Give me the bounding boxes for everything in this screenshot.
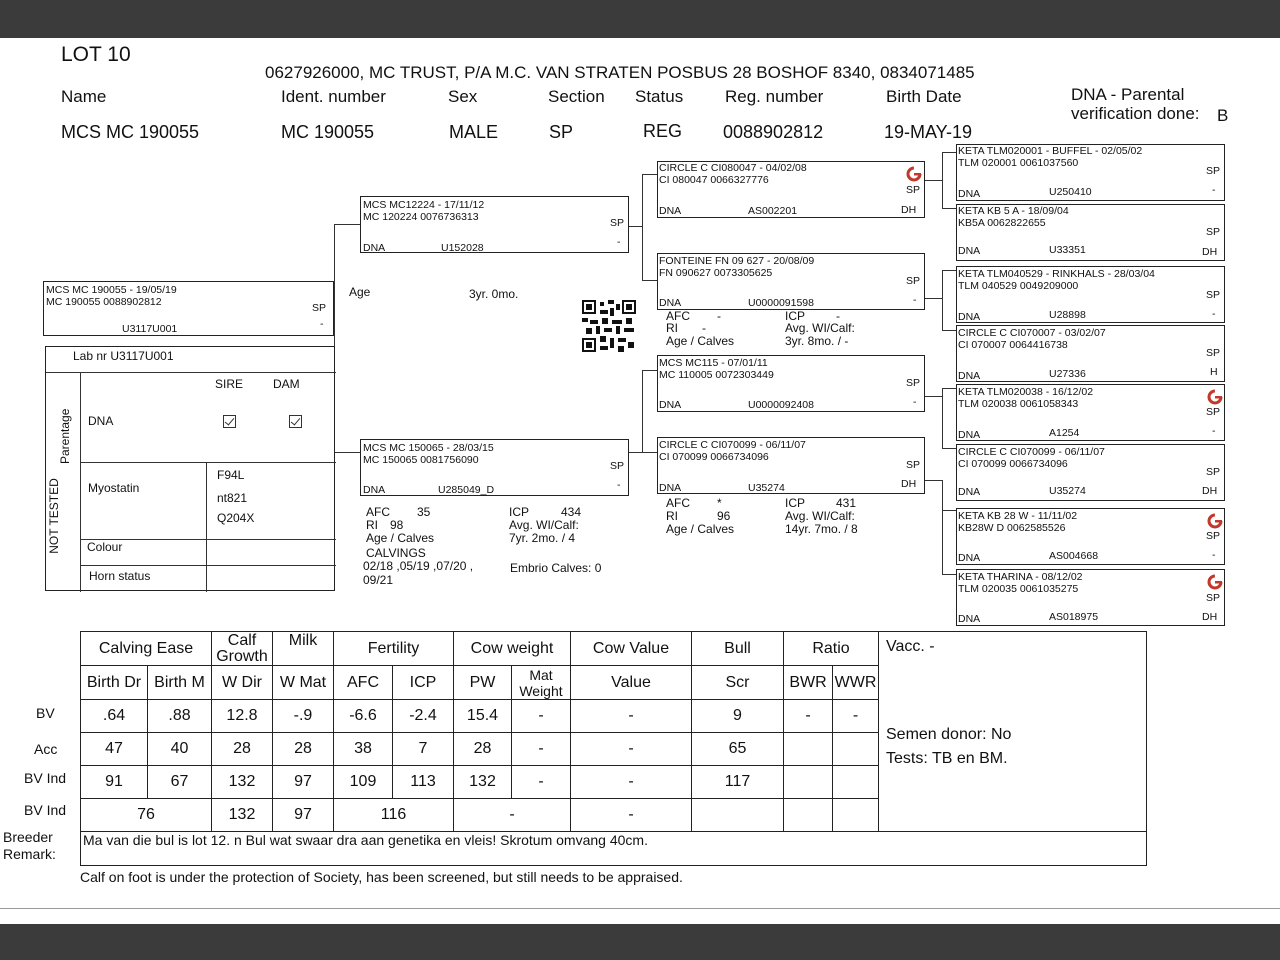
breed-logo-icon	[1207, 513, 1223, 529]
ident-number: MC 190055	[281, 122, 375, 142]
pedigree-line	[942, 510, 956, 511]
ggp-dash: DH	[1202, 246, 1218, 258]
pedigree-line	[642, 174, 643, 280]
check-icon	[223, 415, 236, 428]
bv-ind-cell: 132	[454, 766, 512, 799]
ggp-box-8	[956, 569, 1225, 626]
bv-cell: .88	[148, 700, 212, 733]
vacc-text: Vacc. -	[886, 638, 935, 655]
group-calf-growth: Calf Growth	[212, 632, 273, 666]
ggp-dna: U28898	[1049, 309, 1086, 321]
sire-title: MCS MC12224 - 17/11/12	[363, 199, 485, 211]
ggp-dna: U27336	[1049, 368, 1086, 380]
bv-ind-cell: 109	[334, 766, 393, 799]
col-bwr: BWR	[784, 666, 833, 700]
pedigree-line	[925, 180, 942, 181]
ggp-title: KETA TLM040529 - RINKHALS - 28/03/04	[958, 268, 1155, 280]
ggp-dna: AS004668	[1049, 550, 1099, 562]
group-bull: Bull	[692, 632, 784, 666]
lab-number: Lab nr U3117U001	[73, 349, 174, 363]
ggp-dna: AS018975	[1049, 611, 1099, 623]
section-label: Section	[548, 87, 605, 106]
sire-id: MC 120224 0076736313	[363, 211, 479, 223]
sire-dam-ri: -	[702, 321, 706, 335]
pedigree-line	[629, 452, 642, 453]
pedigree-line	[925, 480, 942, 481]
sire-sire-title: CIRCLE C CI080047 - 04/02/08	[659, 162, 807, 174]
acc-cell: 28	[212, 733, 273, 766]
bv-ind-cell: 113	[393, 766, 454, 799]
sire-dam-afc-label: AFC	[666, 309, 690, 323]
pedigree-line	[642, 370, 657, 371]
dam-icp: 434	[561, 505, 582, 519]
sire-dam-dna-label: DNA	[659, 297, 682, 309]
acc-cell: 38	[334, 733, 393, 766]
myostatin-label: Myostatin	[88, 481, 140, 495]
reg-number: 0088902812	[723, 122, 824, 142]
ggp-title: CIRCLE C CI070099 - 06/11/07	[958, 446, 1105, 458]
dna-value: B	[1217, 106, 1229, 125]
bv-cell: 12.8	[212, 700, 273, 733]
group-cow-weight: Cow weight	[454, 632, 571, 666]
sire-sire-section: SP	[906, 184, 921, 196]
breed-logo-icon	[1207, 389, 1223, 405]
top-bar	[0, 0, 1280, 38]
pedigree-line	[942, 574, 956, 575]
ggp-dna-label: DNA	[958, 188, 981, 200]
dam-dam-section-2: DH	[901, 478, 917, 490]
ggp-box-4	[956, 325, 1225, 382]
dam-sire-dna-label: DNA	[659, 399, 682, 411]
dam-calvings-label: CALVINGS	[366, 546, 426, 560]
sire-col: SIRE	[215, 377, 244, 391]
dam-wi-label: Avg. WI/Calf:	[509, 518, 579, 532]
col-wwr: WWR	[833, 666, 879, 700]
col-birth-m: Birth M	[148, 666, 212, 700]
sire-dam-wi-label: Avg. WI/Calf:	[785, 321, 855, 335]
dam-dam-age-calves-label: Age / Calves	[666, 522, 735, 536]
semen-donor: Semen donor: No	[886, 726, 1012, 743]
bv-ind-cell: 91	[81, 766, 148, 799]
sire-dash: -	[617, 236, 621, 248]
row-label-bv: BV	[36, 705, 55, 721]
col-afc: AFC	[334, 666, 393, 700]
ggp-section: SP	[1206, 406, 1221, 418]
bv-ind-fertility: 116	[334, 799, 454, 832]
ggp-box-5	[956, 384, 1225, 441]
sire-dna: U152028	[441, 242, 484, 254]
dam-sire-dash: -	[913, 396, 917, 408]
myostatin-f94l: F94L	[217, 468, 245, 482]
bv-cell: -	[833, 700, 879, 733]
bv-ind-cell: -	[512, 766, 571, 799]
ggp-dna: U35274	[1049, 485, 1086, 497]
bv-ind-w-mat: 97	[273, 799, 334, 832]
sire-dam-id: FN 090627 0073305625	[659, 267, 773, 279]
sire-dna-label: DNA	[363, 242, 386, 254]
col-birth-dr: Birth Dr	[81, 666, 148, 700]
pedigree-line	[942, 388, 956, 389]
remark-label: Remark:	[3, 846, 56, 862]
divider	[0, 908, 1280, 909]
dam-sire-id: MC 110005 0072303449	[659, 369, 774, 381]
dam-dam-section: SP	[906, 459, 921, 471]
pedigree-line	[942, 152, 956, 153]
vacc-panel	[879, 632, 1147, 832]
ggp-dna: U250410	[1049, 186, 1092, 198]
pedigree-line	[642, 452, 657, 453]
dna-label-2: verification done:	[1071, 104, 1200, 123]
ggp-title: CIRCLE C CI070007 - 03/02/07	[958, 327, 1106, 339]
sire-sire-dna: AS002201	[748, 205, 798, 217]
sex-value: MALE	[449, 122, 499, 142]
ggp-dna-label: DNA	[958, 370, 981, 382]
dam-embrio-calves: Embrio Calves: 0	[510, 561, 602, 575]
ggp-dash: DH	[1202, 611, 1218, 623]
horn-status-label: Horn status	[89, 569, 151, 583]
dam-dam-afc-label: AFC	[666, 496, 690, 510]
acc-cell: 65	[692, 733, 784, 766]
ggp-section: SP	[1206, 466, 1221, 478]
bv-ind-cow-value: -	[571, 799, 692, 832]
pedigree-line	[942, 448, 956, 449]
col-icp: ICP	[393, 666, 454, 700]
ggp-box-3	[956, 266, 1225, 323]
ggp-section: SP	[1206, 592, 1221, 604]
ggp-dash: DH	[1202, 485, 1218, 497]
group-fertility: Fertility	[334, 632, 454, 666]
row-label-acc: Acc	[34, 741, 58, 757]
pedigree-line	[629, 226, 642, 227]
acc-cell	[784, 733, 833, 766]
animal-id: MC 190055 0088902812	[46, 296, 162, 308]
bv-ind-bwr	[784, 799, 833, 832]
dna-label: DNA - Parental	[1071, 85, 1185, 104]
ggp-dna-label: DNA	[958, 486, 981, 498]
dam-dna-label: DNA	[363, 484, 386, 496]
age-label: Age	[349, 285, 371, 299]
row-label-bv-ind-2: BV Ind	[24, 802, 67, 818]
lab-box	[45, 346, 335, 591]
bv-ind-cell	[784, 766, 833, 799]
ggp-dna-label: DNA	[958, 245, 981, 257]
status-value: REG	[643, 121, 683, 141]
sire-dam-age-calves: 3yr. 8mo. / -	[785, 334, 849, 348]
bv-table	[80, 631, 1147, 866]
group-cow-value: Cow Value	[571, 632, 692, 666]
col-mat-weight: Mat Weight	[512, 666, 571, 700]
ggp-title: KETA TLM020001 - BUFFEL - 02/05/02	[958, 145, 1143, 157]
sire-dam-dna: U0000091598	[748, 297, 814, 309]
ggp-section: SP	[1206, 165, 1221, 177]
sire-dam-icp-label: ICP	[785, 309, 806, 323]
reg-label: Reg. number	[725, 87, 824, 106]
ggp-dna: A1254	[1049, 427, 1080, 439]
bottom-bar	[0, 924, 1280, 960]
bv-ind-cell: 97	[273, 766, 334, 799]
pedigree-line	[642, 280, 657, 281]
pedigree-line	[942, 330, 956, 331]
dam-box	[360, 439, 629, 496]
sire-sire-box	[657, 161, 925, 218]
col-value: Value	[571, 666, 692, 700]
ggp-title: KETA KB 28 W - 11/11/02	[958, 510, 1078, 522]
parentage-label: Parentage	[58, 408, 72, 464]
sire-sire-section-2: DH	[901, 204, 917, 216]
ggp-id: TLM 020001 0061037560	[958, 157, 1079, 169]
bv-cell: 9	[692, 700, 784, 733]
dam-col: DAM	[273, 377, 300, 391]
dam-dam-dna-label: DNA	[659, 482, 682, 494]
sire-dam-title: FONTEINE FN 09 627 - 20/08/09	[659, 255, 815, 267]
animal-title: MCS MC 190055 - 19/05/19	[46, 284, 177, 296]
ggp-id: CI 070007 0064416738	[958, 339, 1068, 351]
breed-logo-icon	[906, 166, 922, 182]
bv-cell: -.9	[273, 700, 334, 733]
pedigree-line	[942, 208, 956, 209]
ggp-dash: -	[1212, 184, 1216, 196]
ggp-section: SP	[1206, 347, 1221, 359]
bv-ind-calving-ease: 76	[81, 799, 212, 832]
pedigree-line	[642, 370, 643, 452]
dam-ri: 98	[390, 518, 404, 532]
name-label: Name	[61, 87, 107, 106]
row-label-bv-ind: BV Ind	[24, 770, 67, 786]
sire-dam-section: SP	[906, 275, 921, 287]
bv-cell: -	[571, 700, 692, 733]
group-milk: Milk	[273, 632, 334, 666]
bv-cell: -	[784, 700, 833, 733]
lot-number: LOT 10	[61, 43, 131, 66]
tests: Tests: TB en BM.	[886, 750, 1008, 767]
bv-cell: -6.6	[334, 700, 393, 733]
col-w-mat: W Mat	[273, 666, 334, 700]
acc-cell: -	[571, 733, 692, 766]
ggp-section: SP	[1206, 289, 1221, 301]
dam-sire-box	[657, 355, 925, 412]
ggp-id: TLM 020035 0061035275	[958, 583, 1079, 595]
ggp-box-6	[956, 444, 1225, 501]
ggp-title: KETA KB 5 A - 18/09/04	[958, 205, 1069, 217]
dam-age-calves: 7yr. 2mo. / 4	[509, 531, 576, 545]
animal-name: MCS MC 190055	[61, 122, 200, 142]
animal-section: SP	[312, 302, 327, 314]
sire-dam-dash: -	[913, 294, 917, 306]
acc-cell: -	[512, 733, 571, 766]
bv-ind-wwr	[833, 799, 879, 832]
ggp-section: SP	[1206, 226, 1221, 238]
pedigree-line	[642, 174, 657, 175]
dam-afc-label: AFC	[366, 505, 390, 519]
dam-dam-id: CI 070099 0066734096	[659, 451, 769, 463]
sire-dam-afc: -	[717, 309, 721, 323]
bv-ind-cell: 132	[212, 766, 273, 799]
col-w-dir: W Dir	[212, 666, 273, 700]
dam-dam-ri: 96	[717, 509, 731, 523]
dam-sire-section: SP	[906, 377, 921, 389]
ggp-dna-label: DNA	[958, 552, 981, 564]
ggp-dash: -	[1212, 549, 1216, 561]
ggp-id: KB5A 0062822655	[958, 217, 1046, 229]
pedigree-line	[942, 152, 943, 208]
dam-dam-icp-label: ICP	[785, 496, 806, 510]
bv-ind-cell: -	[571, 766, 692, 799]
bv-cell: .64	[81, 700, 148, 733]
dna-row-label: DNA	[88, 414, 114, 428]
animal-dash: -	[320, 318, 324, 330]
status-label: Status	[635, 87, 684, 106]
dam-id: MC 150065 0081756090	[363, 454, 479, 466]
dam-dam-icp: 431	[836, 496, 857, 510]
myostatin-q204x: Q204X	[217, 511, 255, 525]
col-scr: Scr	[692, 666, 784, 700]
sire-dam-box	[657, 253, 925, 310]
ggp-section: SP	[1206, 530, 1221, 542]
dam-dam-title: CIRCLE C CI070099 - 06/11/07	[659, 439, 806, 451]
qr-code-icon	[582, 300, 636, 352]
bv-ind-w-dir: 132	[212, 799, 273, 832]
dam-calvings-2: 09/21	[363, 573, 394, 587]
acc-cell: 47	[81, 733, 148, 766]
dam-calvings: 02/18 ,05/19 ,07/20 ,	[363, 559, 474, 573]
pedigree-line	[942, 510, 943, 574]
dam-dash: -	[617, 479, 621, 491]
breeder-label: Breeder	[3, 829, 53, 845]
dam-dam-ri-label: RI	[666, 509, 678, 523]
dam-dam-wi-label: Avg. WI/Calf:	[785, 509, 855, 523]
acc-cell	[833, 733, 879, 766]
bv-cell: -2.4	[393, 700, 454, 733]
pedigree-line	[942, 388, 943, 448]
dam-dam-dna: U35274	[748, 482, 785, 494]
pedigree-line	[925, 396, 942, 397]
breeder-remark: Ma van die bul is lot 12. n Bul wat swaar dra aan genetika en vleis! Skrotum omvang 40cm.	[81, 832, 1147, 866]
bv-ind-cell: 117	[692, 766, 784, 799]
ggp-dna-label: DNA	[958, 311, 981, 323]
pedigree-line	[942, 270, 956, 271]
pedigree-line	[334, 224, 360, 225]
check-icon	[289, 415, 302, 428]
ggp-dna: U33351	[1049, 244, 1086, 256]
pedigree-line	[942, 270, 943, 330]
footer-note: Calf on foot is under the protection of Society, has been screened, but still needs to be appraised.	[80, 869, 683, 885]
colour-label: Colour	[87, 540, 123, 554]
ggp-box-1	[956, 144, 1225, 201]
bv-cell: -	[512, 700, 571, 733]
dam-age-calves-label: Age / Calves	[366, 531, 435, 545]
sex-label: Sex	[448, 87, 478, 106]
bv-ind-cell	[833, 766, 879, 799]
dam-afc: 35	[417, 505, 431, 519]
dam-title: MCS MC 150065 - 28/03/15	[363, 442, 494, 454]
ggp-dna-label: DNA	[958, 613, 981, 625]
ggp-id: TLM 040529 0049209000	[958, 280, 1079, 292]
birth-label: Birth Date	[886, 87, 962, 106]
animal-box	[43, 281, 334, 336]
breed-logo-icon	[1207, 574, 1223, 590]
group-calving-ease: Calving Ease	[81, 632, 212, 666]
dam-dna: U285049_D	[438, 484, 495, 496]
dam-section: SP	[610, 460, 625, 472]
ggp-id: KB28W D 0062585526	[958, 522, 1066, 534]
section-value: SP	[549, 122, 574, 142]
col-pw: PW	[454, 666, 512, 700]
ggp-title: KETA THARINA - 08/12/02	[958, 571, 1083, 583]
myostatin-nt821: nt821	[217, 491, 248, 505]
birth-date: 19-MAY-19	[884, 122, 973, 142]
bv-ind-bull	[692, 799, 784, 832]
dam-sire-title: MCS MC115 - 07/01/11	[659, 357, 768, 369]
ggp-dash: -	[1212, 425, 1216, 437]
pedigree-line	[942, 480, 943, 510]
bv-ind-cell: 67	[148, 766, 212, 799]
ident-label: Ident. number	[281, 87, 386, 106]
ggp-id: CI 070099 0066734096	[958, 458, 1068, 470]
acc-cell: 28	[273, 733, 334, 766]
dam-dam-box	[657, 437, 925, 494]
acc-cell: 28	[454, 733, 512, 766]
sire-box	[360, 196, 629, 253]
ggp-dna-label: DNA	[958, 429, 981, 441]
ggp-dash: H	[1210, 366, 1218, 378]
bv-cell: 15.4	[454, 700, 512, 733]
sire-dam-icp: -	[836, 309, 840, 323]
animal-dna: U3117U001	[122, 323, 178, 335]
ggp-box-2	[956, 204, 1225, 261]
acc-cell: 7	[393, 733, 454, 766]
acc-cell: 40	[148, 733, 212, 766]
dam-dam-afc: *	[717, 496, 722, 510]
sire-dam-age-calves-label: Age / Calves	[666, 334, 735, 348]
dam-dam-age-calves: 14yr. 7mo. / 8	[785, 522, 858, 536]
ggp-id: TLM 020038 0061058343	[958, 398, 1079, 410]
sire-sire-id: CI 080047 0066327776	[659, 174, 769, 186]
group-ratio: Ratio	[784, 632, 879, 666]
dam-icp-label: ICP	[509, 505, 530, 519]
ggp-title: KETA TLM020038 - 16/12/02	[958, 386, 1094, 398]
pedigree-line	[334, 452, 360, 453]
sire-section: SP	[610, 217, 625, 229]
dam-sire-dna: U0000092408	[748, 399, 814, 411]
owner-line: 0627926000, MC TRUST, P/A M.C. VAN STRATEN POSBUS 28 BOSHOF 8340, 0834071485	[265, 63, 975, 82]
age-value: 3yr. 0mo.	[469, 287, 519, 301]
pedigree-line	[925, 298, 942, 299]
not-tested-label: NOT TESTED	[46, 478, 61, 554]
bv-ind-cow-weight: -	[454, 799, 571, 832]
sire-dam-ri-label: RI	[666, 321, 678, 335]
dam-ri-label: RI	[366, 518, 378, 532]
ggp-box-7	[956, 508, 1225, 565]
sire-sire-dna-label: DNA	[659, 205, 682, 217]
ggp-dash: -	[1212, 308, 1216, 320]
